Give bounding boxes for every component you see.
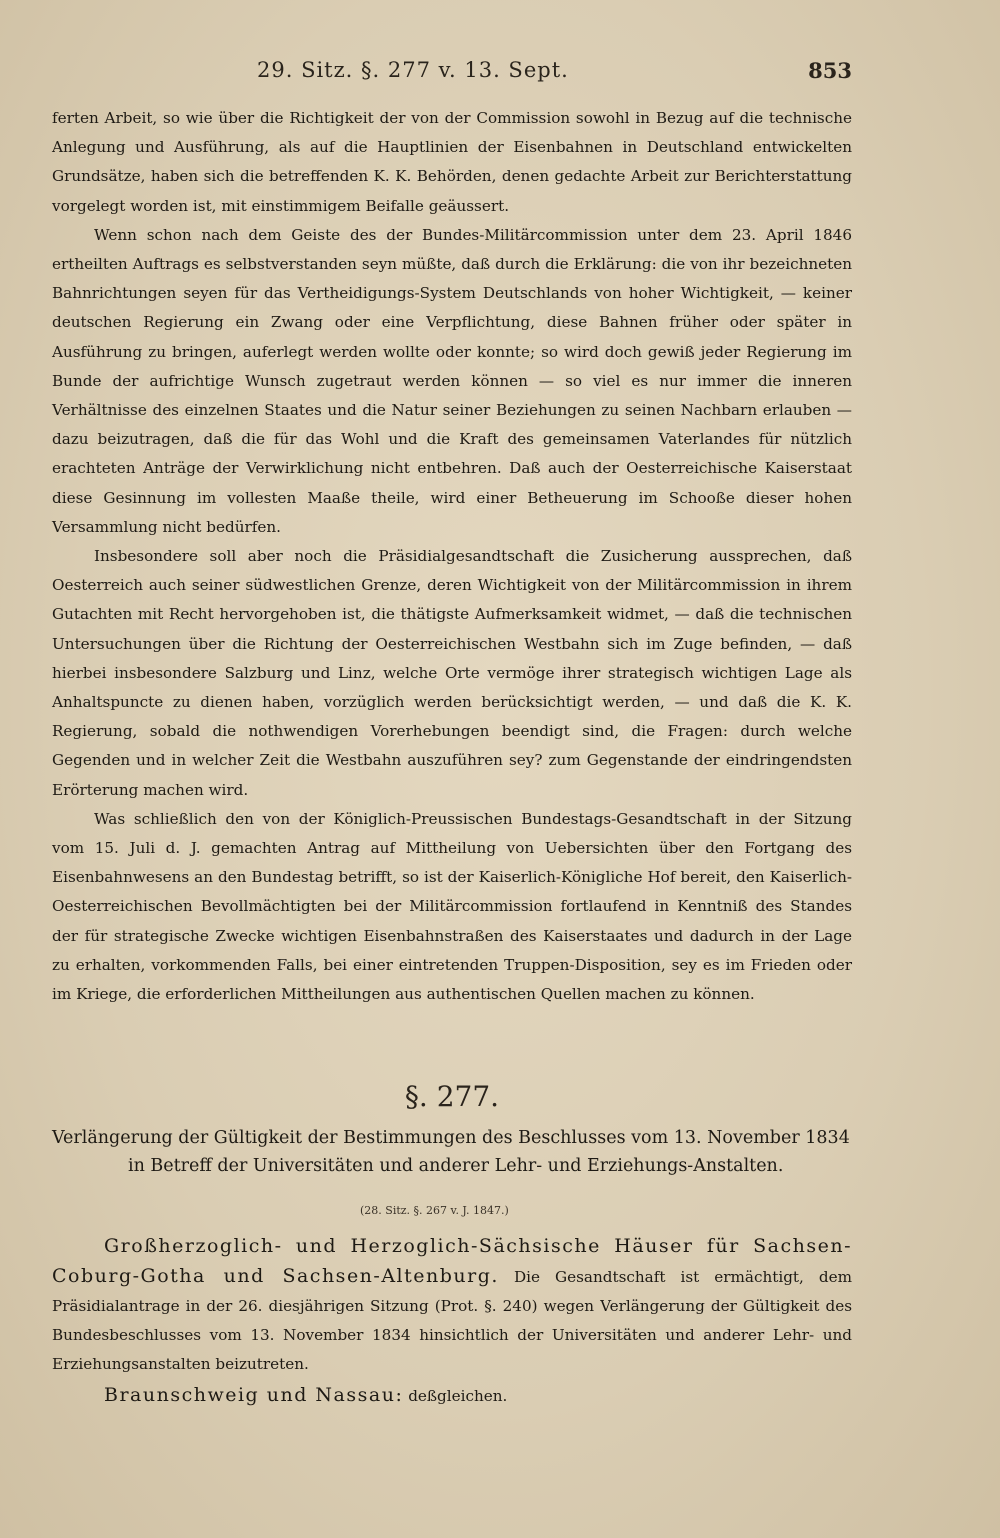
resolution-states: Großherzoglich- und Herzoglich-Sächsische Häuser für Sachsen-Coburg-Gotha und Sachsen-Altenburg. — [52, 1235, 852, 1287]
page-number: 853 — [808, 58, 852, 83]
resolution-entry — [52, 1380, 852, 1411]
page-header — [52, 58, 852, 90]
section-number: §. 277. — [404, 1080, 500, 1113]
running-head: 29. Sitz. §. 277 v. 13. Sept. — [257, 58, 569, 82]
section-title: Verlängerung der Gültigkeit der Bestimmungen des Beschlusses vom 13. November 1834 in Betreff der Universitäten und anderer Lehr- und Erziehungs-Anstalten. — [52, 1128, 850, 1176]
resolution-text: Die Gesandtschaft ist ermächtigt, dem Präsidialantrage in der 26. diesjährigen Sitzung (Prot. §. 240) wegen Verlängerung der Gültigkeit des Bundesbeschlusses vom 13. November 1834 hinsichtlich der Universitäten und anderer Lehr- und Erziehungsanstalten beizutreten. — [52, 1268, 852, 1373]
resolution-states: Braunschweig und Nassau: — [104, 1384, 404, 1406]
section-reference: (28. Sitz. §. 267 v. J. 1847.) — [360, 1204, 509, 1217]
paragraph: Wenn schon nach dem Geiste des der Bundes-Militärcommission unter dem 23. April 1846 ertheilten Auftrags es selbstverstanden seyn müßte, daß durch die Erklärung: die von ihr bezeichneten Bahnrichtungen seyen für das Vertheidigungs-System Deutschlands von hoher Wichtigkeit, — keiner deutschen Regierung ein Zwang oder eine Verpflichtung, diese Bahnen früher oder später in Ausführung zu bringen, auferlegt werden wollte oder konnte; so wird doch gewiß jeder Regierung im Bunde der aufrichtige Wunsch zugetraut werden können — so viel es nur immer die inneren Verhältnisse des einzelnen Staates und die Natur seiner Beziehungen zu seinen Nachbarn erlauben — dazu beizutragen, daß die für das Wohl und die Kraft des gemeinsamen Vaterlandes für nützlich erachteten Anträge der Verwirklichung nicht entbehren. Daß auch der Oesterreichische Kaiserstaat diese Gesinnung im vollesten Maaße theile, wird einer Betheuerung im Schooße dieser hohen Versammlung nicht bedürfen. — [52, 225, 852, 536]
paragraph: Was schließlich den von der Königlich-Preussischen Bundestags-Gesandtschaft in der Sitzung vom 15. Juli d. J. gemachten Antrag auf Mittheilung von Uebersichten über den Fortgang des Eisenbahnwesens an den Bundestag betrifft, so ist der Kaiserlich-Königliche Hof bereit, den Kaiserlich-Oesterreichischen Bevollmächtigten bei der Militärcommission fortlaufend in Kenntniß des Standes der für strategische Zwecke wichtigen Eisenbahnstraßen des Kaiserstaates und dadurch in der Lage zu erhalten, vorkommenden Falls, bei einer eintretenden Truppen-Disposition, sey es im Frieden oder im Kriege, die erforderlichen Mittheilungen aus authentischen Quellen machen zu können. — [52, 809, 852, 1004]
paragraph: Insbesondere soll aber noch die Präsidialgesandtschaft die Zusicherung aussprechen, daß Oesterreich auch seiner südwestlichen Grenze, deren Wichtigkeit von der Militärcommission in ihrem Gutachten mit Recht hervorgehoben ist, die thätigste Aufmerksamkeit widmet, — daß die technischen Untersuchungen über die Richtung der Oesterreichischen Westbahn sich im Zuge befinden, — daß hierbei insbesondere Salzburg und Linz, welche Orte vermöge ihrer strategisch wichtigen Lage als Anhaltspuncte zu dienen haben, vorzüglich werden berücksichtigt werden, — und daß die K. K. Regierung, sobald die nothwendigen Vorerhebungen beendigt sind, die Fragen: durch welche Gegenden und in welcher Zeit die Westbahn auszuführen sey? zum Gegenstande der eindringendsten Erörterung machen wird. — [52, 547, 852, 799]
resolution-entry — [52, 1232, 852, 1379]
resolution-text: deßgleichen. — [408, 1387, 508, 1405]
paragraph-continuation: ferten Arbeit, so wie über die Richtigkeit der von der Commission sowohl in Bezug auf die technische Anlegung und Ausführung, als auf die Hauptlinien der Eisenbahnen in Deutschland entwickelten Grundsätze, haben sich die betreffenden K. K. Behörden, denen gedachte Arbeit zur Berichterstattung vorgelegt worden ist, mit einstimmigem Beifalle geäussert. — [52, 109, 852, 215]
body-text — [52, 104, 852, 1009]
